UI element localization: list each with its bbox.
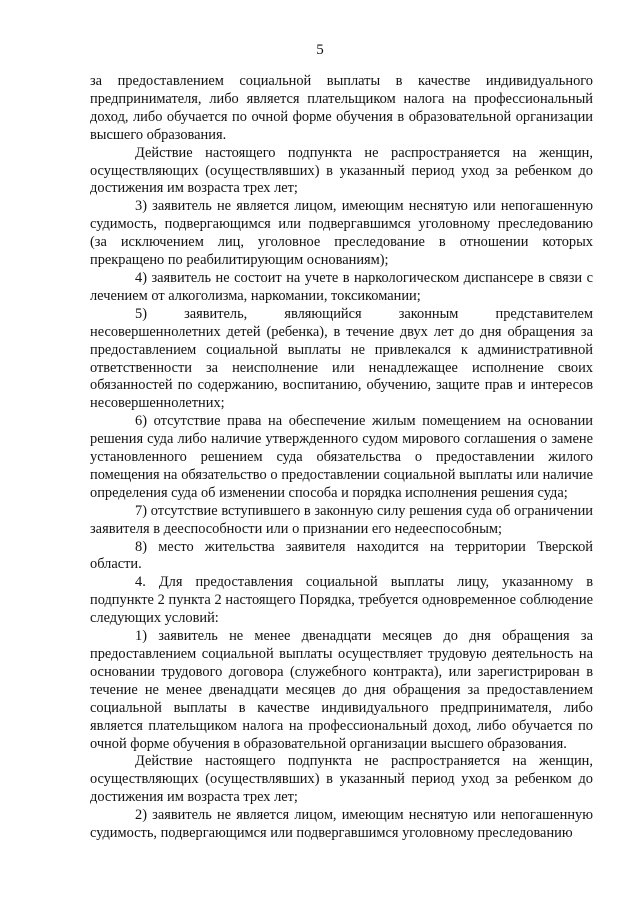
paragraph-section-4: 4. Для предоставления социальной выплаты лицу, указанному в подпункте 2 пункта 2 настоящего Порядка, требуется одновременное соблюдение следующих условий:: [90, 574, 593, 627]
page-number: 5: [316, 42, 324, 58]
paragraph-note: Действие настоящего подпункта не распространяется на женщин, осуществляющих (осуществлявших) в указанный период уход за ребенком до достижения им возраста трех лет;: [90, 753, 593, 806]
paragraph-continuation: за предоставлением социальной выплаты в качестве индивидуального предпринимателя, либо является плательщиком налога на профессиональный доход, либо обучается по очной форме обучения в образовательной организации высшего образования.: [90, 73, 593, 143]
paragraph-item-8: 8) место жительства заявителя находится на территории Тверской области.: [90, 538, 593, 573]
paragraph-item-3: 3) заявитель не является лицом, имеющим неснятую или непогашенную судимость, подвергающимся или подвергавшимся уголовному преследованию (за исключением лиц, уголовное преследование в отношении которых прекращено по реабилитирующим основаниям);: [90, 198, 593, 269]
document-body: [90, 73, 593, 843]
paragraph-item-7: 7) отсутствие вступившего в законную силу решения суда об ограничении заявителя в дееспособности или о признании его недееспособным;: [90, 502, 593, 537]
paragraph-note: Действие настоящего подпункта не распространяется на женщин, осуществляющих (осуществлявших) в указанный период уход за ребенком до достижения им возраста трех лет;: [90, 144, 593, 197]
paragraph-item-6: 6) отсутствие права на обеспечение жилым помещением на основании решения суда либо наличие утвержденного судом мирового соглашения о замене установленного решением суда обязательства о предоставлении жилого помещения на обязательство о предоставлении социальной выплаты или наличие определения суда об изменении способа и порядка исполнения решения суда;: [90, 413, 593, 501]
paragraph-item-2: 2) заявитель не является лицом, имеющим неснятую или непогашенную судимость, подвергающимся или подвергавшимся уголовному преследованию: [90, 807, 593, 842]
paragraph-item-5: 5) заявитель, являющийся законным представителем несовершеннолетних детей (ребенка), в течение двух лет до дня обращения за предоставлением социальной выплаты не привлекался к административной ответственности за неисполнение или ненадлежащее исполнение своих обязанностей по содержанию, воспитанию, обучению, защите прав и интересов несовершеннолетних;: [90, 305, 593, 412]
paragraph-item-4: 4) заявитель не состоит на учете в наркологическом диспансере в связи с лечением от алкоголизма, наркомании, токсикомании;: [90, 269, 593, 304]
paragraph-item-1: 1) заявитель не менее двенадцати месяцев до дня обращения за предоставлением социальной выплаты осуществляет трудовую деятельность на основании трудового договора (служебного контракта), или зарегистрирован в течение не менее двенадцати месяцев до дня обращения за предоставлением социальной выплаты в качестве индивидуального предпринимателя, либо является плательщиком налога на профессиональный доход, либо обучается по очной форме обучения в образовательной организации высшего образования.: [90, 628, 593, 752]
